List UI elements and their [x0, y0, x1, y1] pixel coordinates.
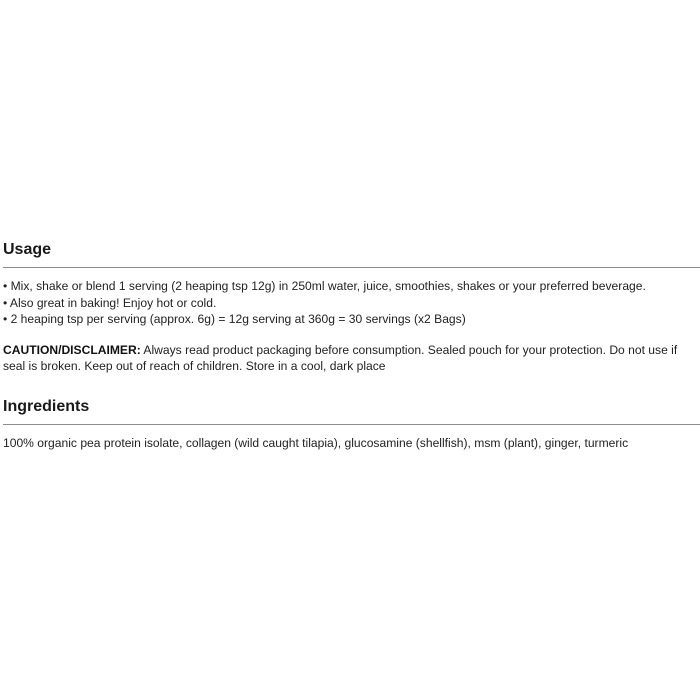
- usage-divider: [3, 267, 700, 268]
- usage-bullet-1: • Mix, shake or blend 1 serving (2 heaping tsp 12g) in 250ml water, juice, smoothies, shakes or your preferred beverage.: [3, 279, 646, 293]
- usage-bullet-2: • Also great in baking! Enjoy hot or cold.: [3, 295, 217, 310]
- ingredients-text: 100% organic pea protein isolate, collagen (wild caught tilapia), glucosamine (shellfish), msm (plant), ginger, turmeric: [3, 436, 629, 450]
- ingredients-section: [3, 397, 700, 452]
- usage-bullet-3: • 2 heaping tsp per serving (approx. 6g) = 12g serving at 360g = 30 servings (x2 Bags): [3, 312, 466, 326]
- ingredients-title: Ingredients: [3, 398, 90, 415]
- ingredients-divider: [3, 424, 700, 425]
- usage-section: [3, 240, 700, 375]
- caution-text: Always read product packaging before consumption. Sealed pouch for your protection. Do not use if seal is broken. Keep out of reach of children. Store in a cool, dark place: [3, 342, 678, 373]
- caution-label: CAUTION/DISCLAIMER:: [3, 342, 141, 357]
- caution-disclaimer: [3, 342, 700, 375]
- usage-title: Usage: [3, 241, 52, 258]
